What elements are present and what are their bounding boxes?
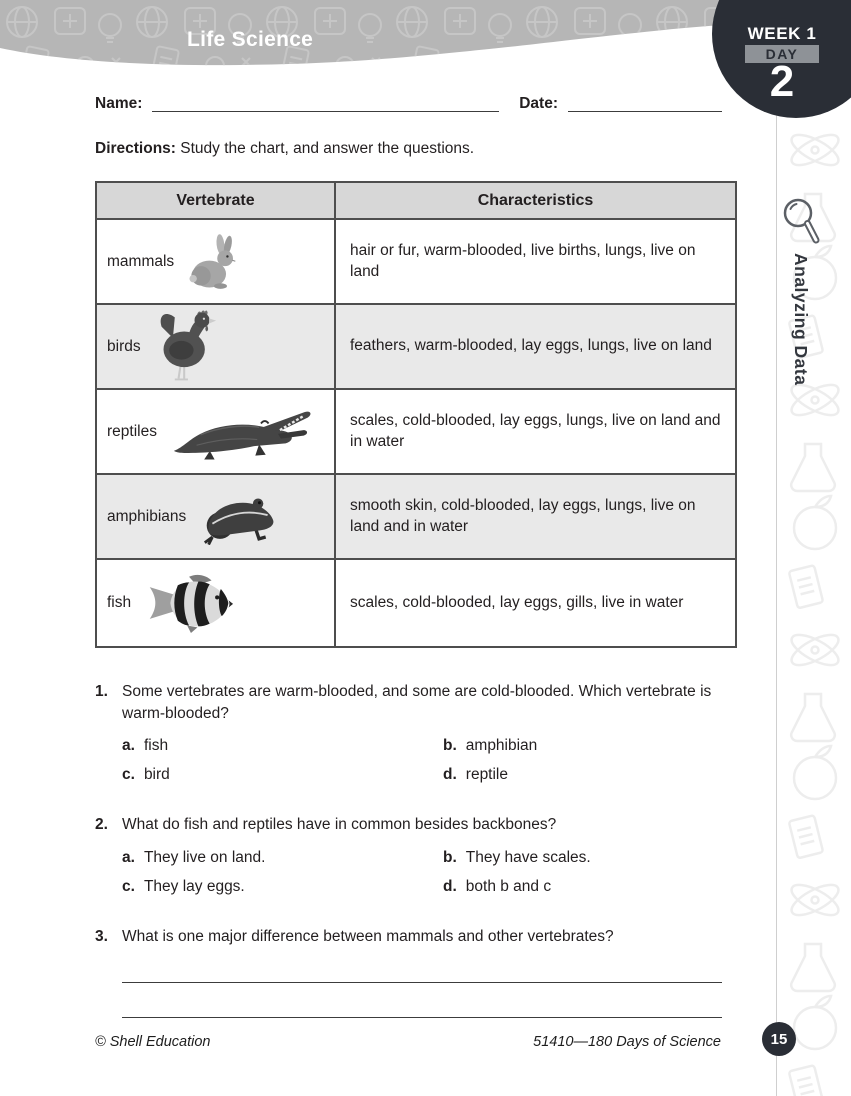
question-1 xyxy=(95,681,737,784)
table-row-amphibians xyxy=(96,474,736,559)
characteristics-fish: scales, cold-blooded, lay eggs, gills, live in water xyxy=(335,559,736,647)
row-label-mammals: mammals xyxy=(107,252,175,270)
question-3 xyxy=(95,926,737,1018)
column-header-vertebrate: Vertebrate xyxy=(96,182,335,219)
question-1-options xyxy=(122,737,737,784)
page-title: Life Science xyxy=(187,28,314,51)
question-1-number: 1. xyxy=(95,683,108,700)
table-row-mammals xyxy=(96,219,736,304)
directions-text: Study the chart, and answer the questions. xyxy=(175,140,475,157)
vertebrate-chart xyxy=(95,181,737,648)
question-2-text: What do fish and reptiles have in common besides backbones? xyxy=(122,816,557,834)
name-label: Name: xyxy=(95,95,143,112)
row-label-birds: birds xyxy=(107,337,141,355)
q1-option-d[interactable]: d. reptile xyxy=(443,766,508,784)
q2-option-a[interactable]: a. They live on land. xyxy=(122,849,266,867)
q2-option-d[interactable]: d. both b and c xyxy=(443,878,552,896)
row-label-reptiles: reptiles xyxy=(107,422,157,440)
question-3-text: What is one major difference between mammals and other vertebrates? xyxy=(122,928,614,946)
magnifier-icon xyxy=(782,196,822,250)
question-2 xyxy=(95,814,737,896)
column-header-characteristics: Characteristics xyxy=(335,182,736,219)
frog-illustration xyxy=(201,489,279,545)
directions xyxy=(95,140,737,158)
q3-answer-line-1[interactable] xyxy=(122,981,722,983)
q2-option-c[interactable]: c. They lay eggs. xyxy=(122,878,245,896)
date-blank[interactable] xyxy=(568,97,722,112)
row-label-fish: fish xyxy=(107,594,132,611)
q1-option-c[interactable]: c. bird xyxy=(122,766,170,784)
chicken-illustration xyxy=(156,306,218,387)
badge-day-label: DAY xyxy=(745,45,819,63)
table-row-fish xyxy=(96,559,736,647)
week-day-badge xyxy=(712,0,851,118)
chart-header-row xyxy=(96,182,736,219)
directions-label: Directions: xyxy=(95,140,176,157)
q1-option-b[interactable]: b. amphibian xyxy=(443,737,538,755)
question-2-options xyxy=(122,849,737,896)
q3-answer-line-2[interactable] xyxy=(122,1016,722,1018)
content-column xyxy=(95,92,737,1018)
badge-week-label: WEEK 1 xyxy=(747,24,817,43)
table-row-reptiles xyxy=(96,389,736,474)
q2-option-b[interactable]: b. They have scales. xyxy=(443,849,591,867)
question-2-number: 2. xyxy=(95,816,108,834)
question-1-text: Some vertebrates are warm-blooded, and some are cold-blooded. Which vertebrate is warm-blooded? xyxy=(122,683,712,722)
badge-day-number: 2 xyxy=(769,57,795,106)
question-3-number: 3. xyxy=(95,928,108,946)
footer xyxy=(95,1034,721,1050)
page-number-badge: 15 xyxy=(762,1022,796,1056)
date-label: Date: xyxy=(519,95,558,112)
alligator-illustration xyxy=(172,403,314,461)
fish-illustration xyxy=(146,571,234,635)
name-blank[interactable] xyxy=(152,97,499,112)
characteristics-mammals: hair or fur, warm-blooded, live births, lungs, live on land xyxy=(335,219,736,304)
sidebar-skill-label: Analyzing Data xyxy=(791,253,811,386)
characteristics-birds: feathers, warm-blooded, lay eggs, lungs, live on land xyxy=(335,304,736,389)
characteristics-reptiles: scales, cold-blooded, lay eggs, lungs, live on land and in water xyxy=(335,389,736,474)
q1-option-a[interactable]: a. fish xyxy=(122,737,169,755)
table-row-birds xyxy=(96,304,736,389)
sidebar-divider xyxy=(776,112,777,1096)
footer-book-title: 51410—180 Days of Science xyxy=(533,1034,721,1050)
rabbit-illustration xyxy=(189,231,239,293)
characteristics-amphibians: smooth skin, cold-blooded, lay eggs, lungs, live on land and in water xyxy=(335,474,736,559)
sidebar-doodle-pattern xyxy=(775,112,851,1096)
row-label-amphibians: amphibians xyxy=(107,507,187,525)
name-date-row xyxy=(95,92,722,113)
footer-publisher: © Shell Education xyxy=(95,1034,211,1050)
